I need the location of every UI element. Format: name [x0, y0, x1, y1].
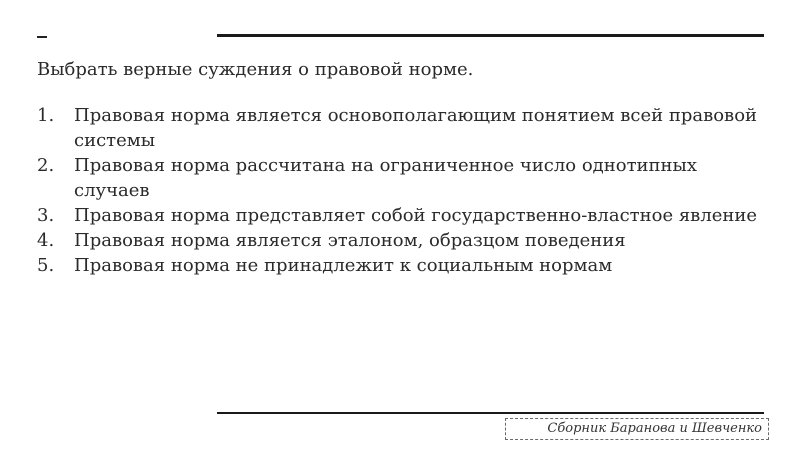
list-item	[37, 153, 772, 203]
item-text: Правовая норма представляет собой государственно-властное явление	[74, 205, 758, 226]
list-item	[37, 103, 772, 153]
item-text: Правовая норма является эталоном, образцом поведения	[74, 230, 626, 251]
item-text: Правовая норма является основополагающим понятием всей правовой системы	[74, 105, 758, 151]
item-number: 4.	[37, 230, 55, 251]
source-caption: Сборник Баранова и Шевченко	[505, 418, 769, 440]
bottom-rule	[217, 412, 764, 414]
item-number: 5.	[37, 255, 55, 276]
item-number: 2.	[37, 155, 55, 176]
list-item	[37, 253, 772, 278]
list-item	[37, 228, 772, 253]
item-text: Правовая норма рассчитана на ограниченное число однотипных случаев	[74, 155, 698, 201]
item-number: 1.	[37, 105, 55, 126]
task-heading: Выбрать верные суждения о правовой норме.	[37, 59, 474, 80]
item-number: 3.	[37, 205, 55, 226]
item-text: Правовая норма не принадлежит к социальным нормам	[74, 255, 613, 276]
top-rule	[217, 34, 764, 37]
dash-mark	[37, 36, 47, 38]
list-item	[37, 203, 772, 228]
answer-list	[37, 103, 772, 278]
